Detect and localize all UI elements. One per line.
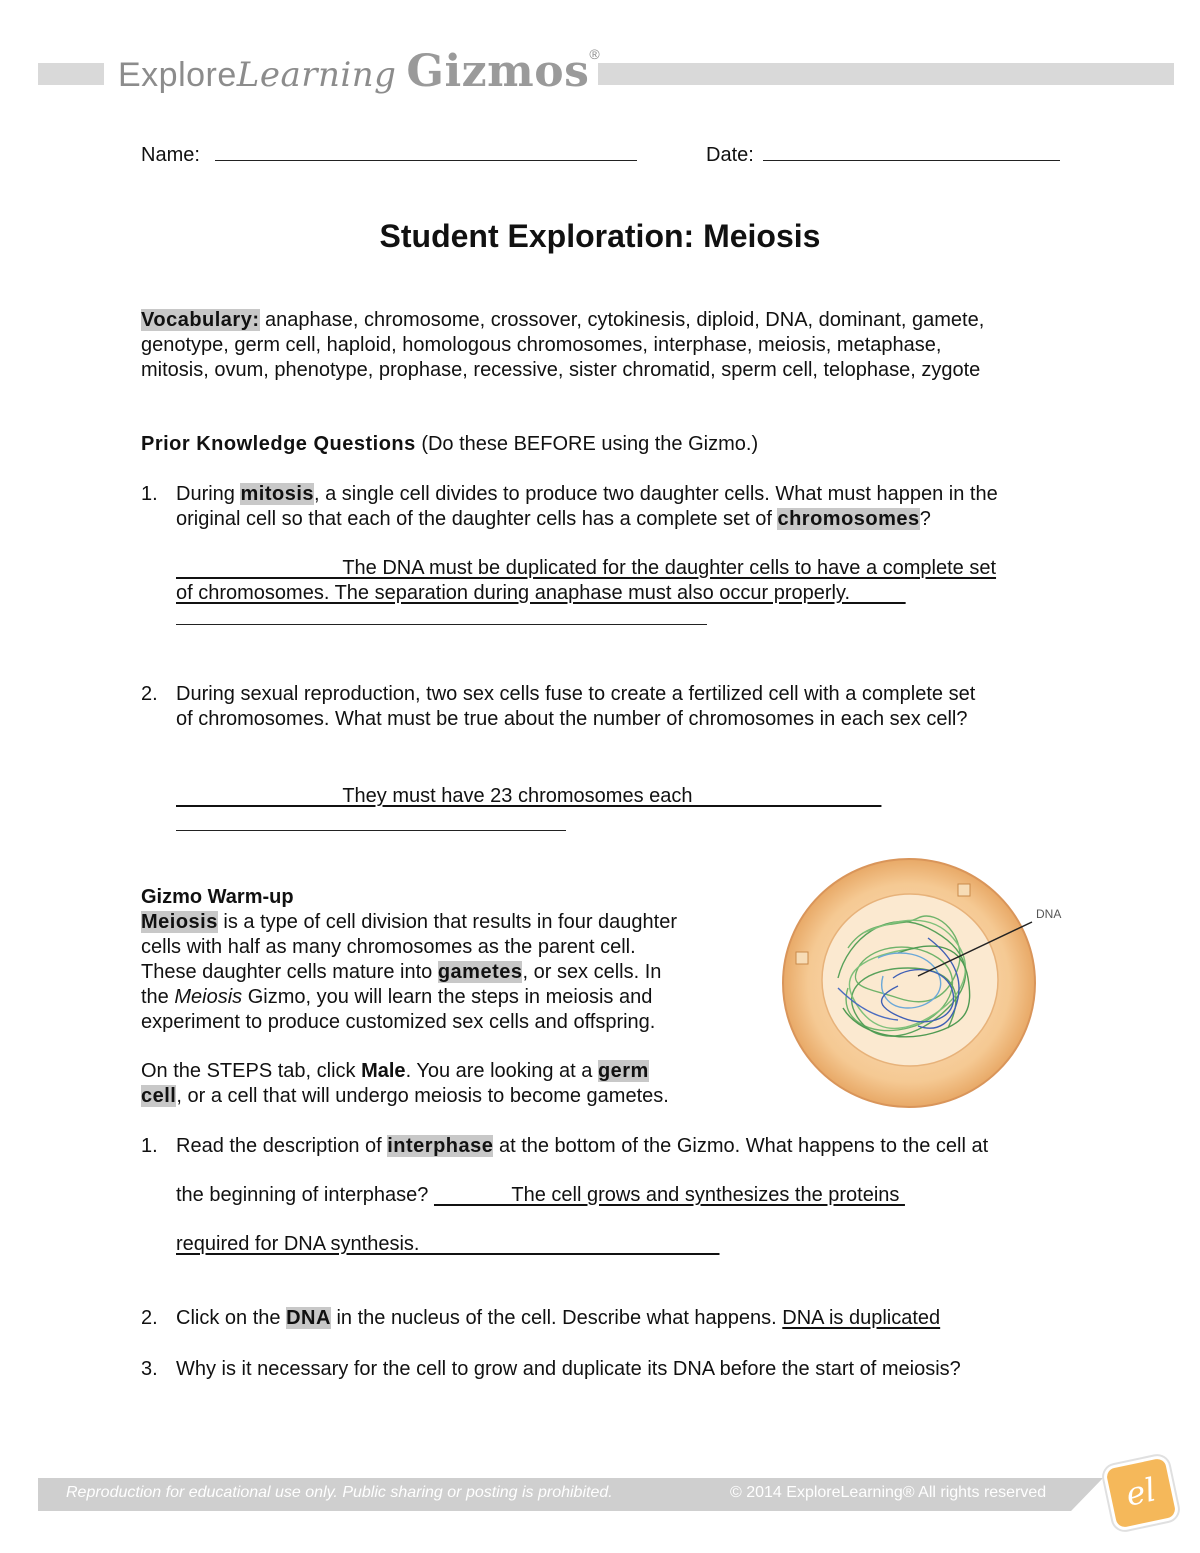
warmup-text: Gizmo, you will learn the steps in meiosis and (242, 986, 653, 1008)
step-2 (176, 1306, 1096, 1331)
male-label: Male (361, 1060, 406, 1082)
warmup-text: the (141, 986, 175, 1008)
date-field[interactable] (763, 160, 1060, 161)
q-text: Read the description of (176, 1135, 388, 1157)
question-number: 3. (141, 1358, 158, 1380)
q-text: of chromosomes. What must be true about the number of chromosomes in each sex cell? (176, 708, 968, 730)
step-3: Why is it necessary for the cell to grow and duplicate its DNA before the start of meiosis? (176, 1358, 961, 1380)
organelle (958, 884, 970, 896)
term-interphase: interphase (387, 1135, 494, 1157)
answer-line: of chromosomes. The separation during anaphase must also occur properly. (176, 582, 906, 604)
answer-line[interactable]: required for DNA synthesis. (176, 1233, 720, 1255)
term-gametes: gametes (437, 961, 523, 983)
q-text: ? (919, 508, 931, 530)
term-chromosomes: chromosomes (777, 508, 920, 530)
warmup-text: These daughter cells mature into (141, 961, 438, 983)
brand-name: Gizmos (406, 46, 590, 97)
term-germ-cell: cell (141, 1085, 177, 1107)
q-text: , a single cell divides to produce two daughter cells. What must happen in the (314, 483, 998, 505)
footer-copyright: © 2014 ExploreLearning® All rights reserved (730, 1484, 1047, 1501)
q-text: original cell so that each of the daughter cells has a complete set of (176, 508, 778, 530)
warmup-text: , or a cell that will undergo meiosis to become gametes. (176, 1085, 669, 1107)
warmup-text: experiment to produce customized sex cells and offspring. (141, 1011, 656, 1033)
answer-blank-line[interactable] (176, 830, 566, 831)
header-bar-right (598, 63, 1174, 85)
brand-reg: ® (589, 46, 601, 62)
vocabulary-line: genotype, germ cell, haploid, homologous chromosomes, interphase, meiosis, metaphase, (141, 334, 942, 356)
term-meiosis: Meiosis (141, 911, 218, 933)
answer-1[interactable] (176, 556, 996, 606)
date-label: Date: (706, 144, 754, 166)
page-title: Student Exploration: Meiosis (379, 218, 821, 254)
step-1 (176, 1134, 1096, 1257)
name-field[interactable] (215, 160, 637, 161)
q-text: Click on the (176, 1307, 287, 1329)
prior-knowledge-heading (141, 432, 758, 457)
brand-prefix: Explore (118, 56, 237, 94)
q-text: the beginning of interphase? (176, 1184, 434, 1206)
q-text: in the nucleus of the cell. Describe what happens. (330, 1307, 783, 1329)
answer-blank-line[interactable] (176, 624, 707, 625)
warmup-text: . You are looking at a (405, 1060, 598, 1082)
question-number: 1. (141, 483, 158, 505)
gizmo-name: Meiosis (174, 986, 243, 1008)
header-bar-left (38, 63, 104, 85)
name-label: Name: (141, 144, 200, 166)
term-germ-cell: germ (597, 1060, 649, 1082)
answer-line[interactable]: The cell grows and synthesizes the proteins (433, 1184, 905, 1206)
warmup-text: cells with half as many chromosomes as the parent cell. (141, 936, 636, 958)
brand-logo (118, 46, 600, 97)
question-number: 1. (141, 1135, 158, 1157)
question-number: 2. (141, 683, 158, 705)
question-1 (176, 482, 1096, 532)
prior-heading-text: Prior Knowledge Questions (141, 433, 416, 455)
dna-label: DNA (1036, 907, 1062, 921)
q-text: During (176, 483, 241, 505)
brand-mid: Learning (236, 55, 397, 95)
warmup-section (141, 885, 741, 1109)
vocabulary-line: mitosis, ovum, phenotype, prophase, recessive, sister chromatid, sperm cell, telophase, zygote (141, 359, 981, 381)
warmup-heading: Gizmo Warm-up (141, 886, 294, 908)
vocabulary-line: anaphase, chromosome, crossover, cytokinesis, diploid, DNA, dominant, gamete, (259, 309, 985, 331)
vocabulary-label: Vocabulary: (141, 309, 260, 331)
term-dna: DNA (286, 1307, 331, 1329)
term-mitosis: mitosis (240, 483, 315, 505)
warmup-text: On the STEPS tab, click (141, 1060, 362, 1082)
prior-note: (Do these BEFORE using the Gizmo.) (415, 433, 759, 455)
answer-line: They must have 23 chromosomes each (176, 785, 882, 807)
organelle (796, 952, 808, 964)
question-number: 2. (141, 1307, 158, 1329)
answer-line: The DNA must be duplicated for the daughter cells to have a complete set (176, 557, 997, 579)
answer-2[interactable] (176, 784, 881, 809)
cell-illustration (778, 858, 1078, 1114)
vocabulary-block (141, 308, 1101, 383)
q-text: During sexual reproduction, two sex cells fuse to create a fertilized cell with a complete set (176, 683, 976, 705)
warmup-text: , or sex cells. In (522, 961, 662, 983)
footer-notice: Reproduction for educational use only. Public sharing or posting is prohibited. (66, 1484, 613, 1501)
q-text: at the bottom of the Gizmo. What happens to the cell at (493, 1135, 989, 1157)
explorelearning-logo-icon: el (1102, 1454, 1180, 1532)
warmup-text: is a type of cell division that results in four daughter (217, 911, 677, 933)
answer-line[interactable]: DNA is duplicated (782, 1307, 941, 1329)
question-2 (176, 682, 1096, 732)
